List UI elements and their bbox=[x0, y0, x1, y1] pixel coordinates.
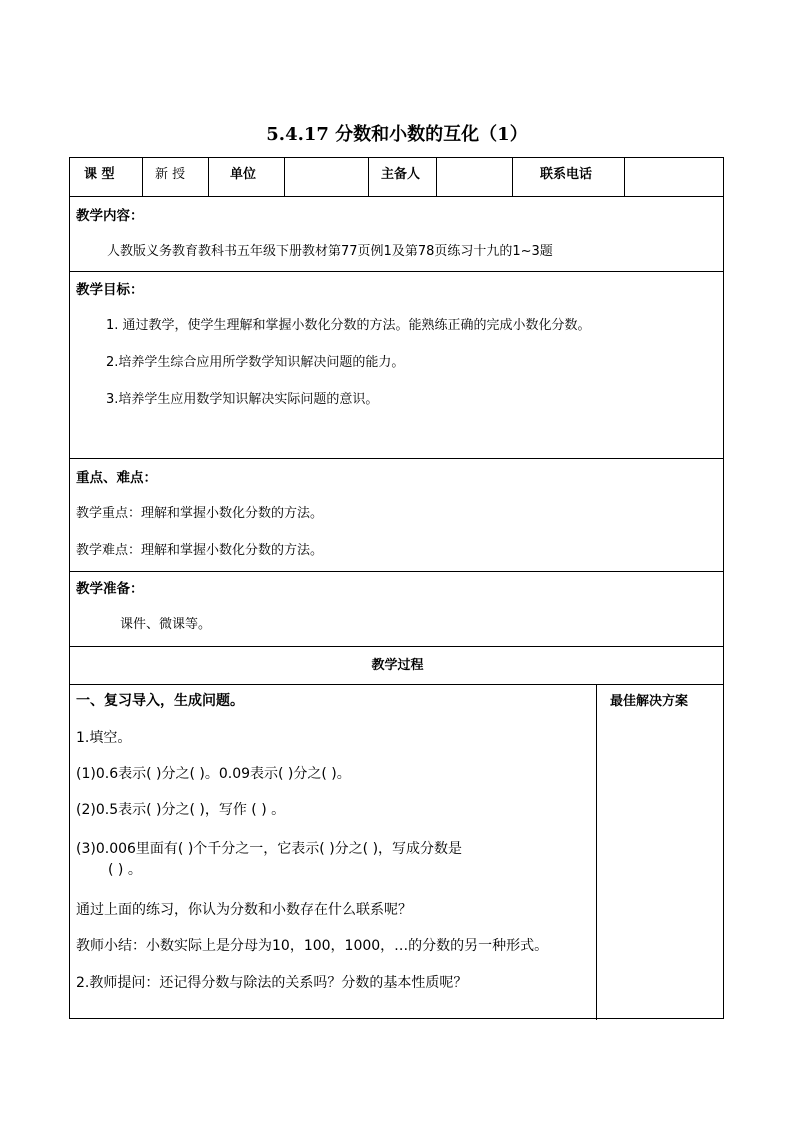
row-divider bbox=[70, 646, 723, 647]
process-line: ( ) 。 bbox=[108, 862, 142, 878]
header-phone-label: 联系电话 bbox=[540, 167, 593, 182]
col-divider bbox=[436, 158, 437, 196]
keypoint-difficulty: 教学难点：理解和掌握小数化分数的方法。 bbox=[76, 543, 324, 558]
process-line: 1.填空。 bbox=[76, 730, 132, 746]
col-divider bbox=[208, 158, 209, 196]
goal-item: 1. 通过教学，使学生理解和掌握小数化分数的方法。能熟练正确的完成小数化分数。 bbox=[106, 318, 591, 333]
goal-item: 2.培养学生综合应用所学数学知识解决问题的能力。 bbox=[106, 355, 405, 370]
prep-label: 教学准备： bbox=[76, 581, 144, 597]
goals-label: 教学目标： bbox=[76, 282, 144, 298]
process-label: 教学过程 bbox=[371, 658, 424, 673]
header-lesson-type-value: 新 授 bbox=[155, 167, 186, 182]
col-divider bbox=[142, 158, 143, 196]
keypoints-label: 重点、难点： bbox=[76, 470, 157, 486]
goal-item: 3.培养学生应用数学知识解决实际问题的意识。 bbox=[106, 392, 379, 407]
header-lesson-type-label: 课 型 bbox=[84, 167, 115, 182]
col-divider bbox=[512, 158, 513, 196]
lesson-plan-table bbox=[69, 157, 724, 1019]
col-divider bbox=[284, 158, 285, 196]
row-divider bbox=[70, 196, 723, 197]
process-line: 教师小结：小数实际上是分母为10，100，1000，…的分数的另一种形式。 bbox=[76, 938, 549, 954]
row-divider bbox=[70, 458, 723, 459]
process-line: 2.教师提问：还记得分数与除法的关系吗？分数的基本性质呢？ bbox=[76, 975, 468, 991]
best-solution-label: 最佳解决方案 bbox=[610, 694, 689, 709]
process-line: 通过上面的练习，你认为分数和小数存在什么联系呢？ bbox=[76, 902, 412, 918]
row-divider bbox=[70, 271, 723, 272]
header-unit-label: 单位 bbox=[230, 167, 257, 182]
process-line: (3)0.006里面有( )个千分之一，它表示( )分之( )，写成分数是 bbox=[76, 841, 463, 857]
process-line: (2)0.5表示( )分之( )，写作 ( ) 。 bbox=[76, 802, 286, 818]
row-divider bbox=[70, 684, 723, 685]
process-section-title: 一、复习导入，生成问题。 bbox=[76, 693, 244, 709]
col-divider bbox=[596, 684, 597, 1020]
col-divider bbox=[368, 158, 369, 196]
content-text: 人教版义务教育教科书五年级下册教材第77页例1及第78页练习十九的1~3题 bbox=[107, 244, 553, 259]
prep-text: 课件、微课等。 bbox=[120, 617, 212, 632]
process-line: (1)0.6表示( )分之( )。0.09表示( )分之( )。 bbox=[76, 766, 351, 782]
row-divider bbox=[70, 571, 723, 572]
header-preparer-label: 主备人 bbox=[381, 167, 421, 182]
page-title: 5.4.17 分数和小数的互化（1） bbox=[266, 124, 528, 145]
keypoint-focus: 教学重点：理解和掌握小数化分数的方法。 bbox=[76, 506, 324, 521]
content-label: 教学内容： bbox=[76, 208, 144, 224]
col-divider bbox=[624, 158, 625, 196]
